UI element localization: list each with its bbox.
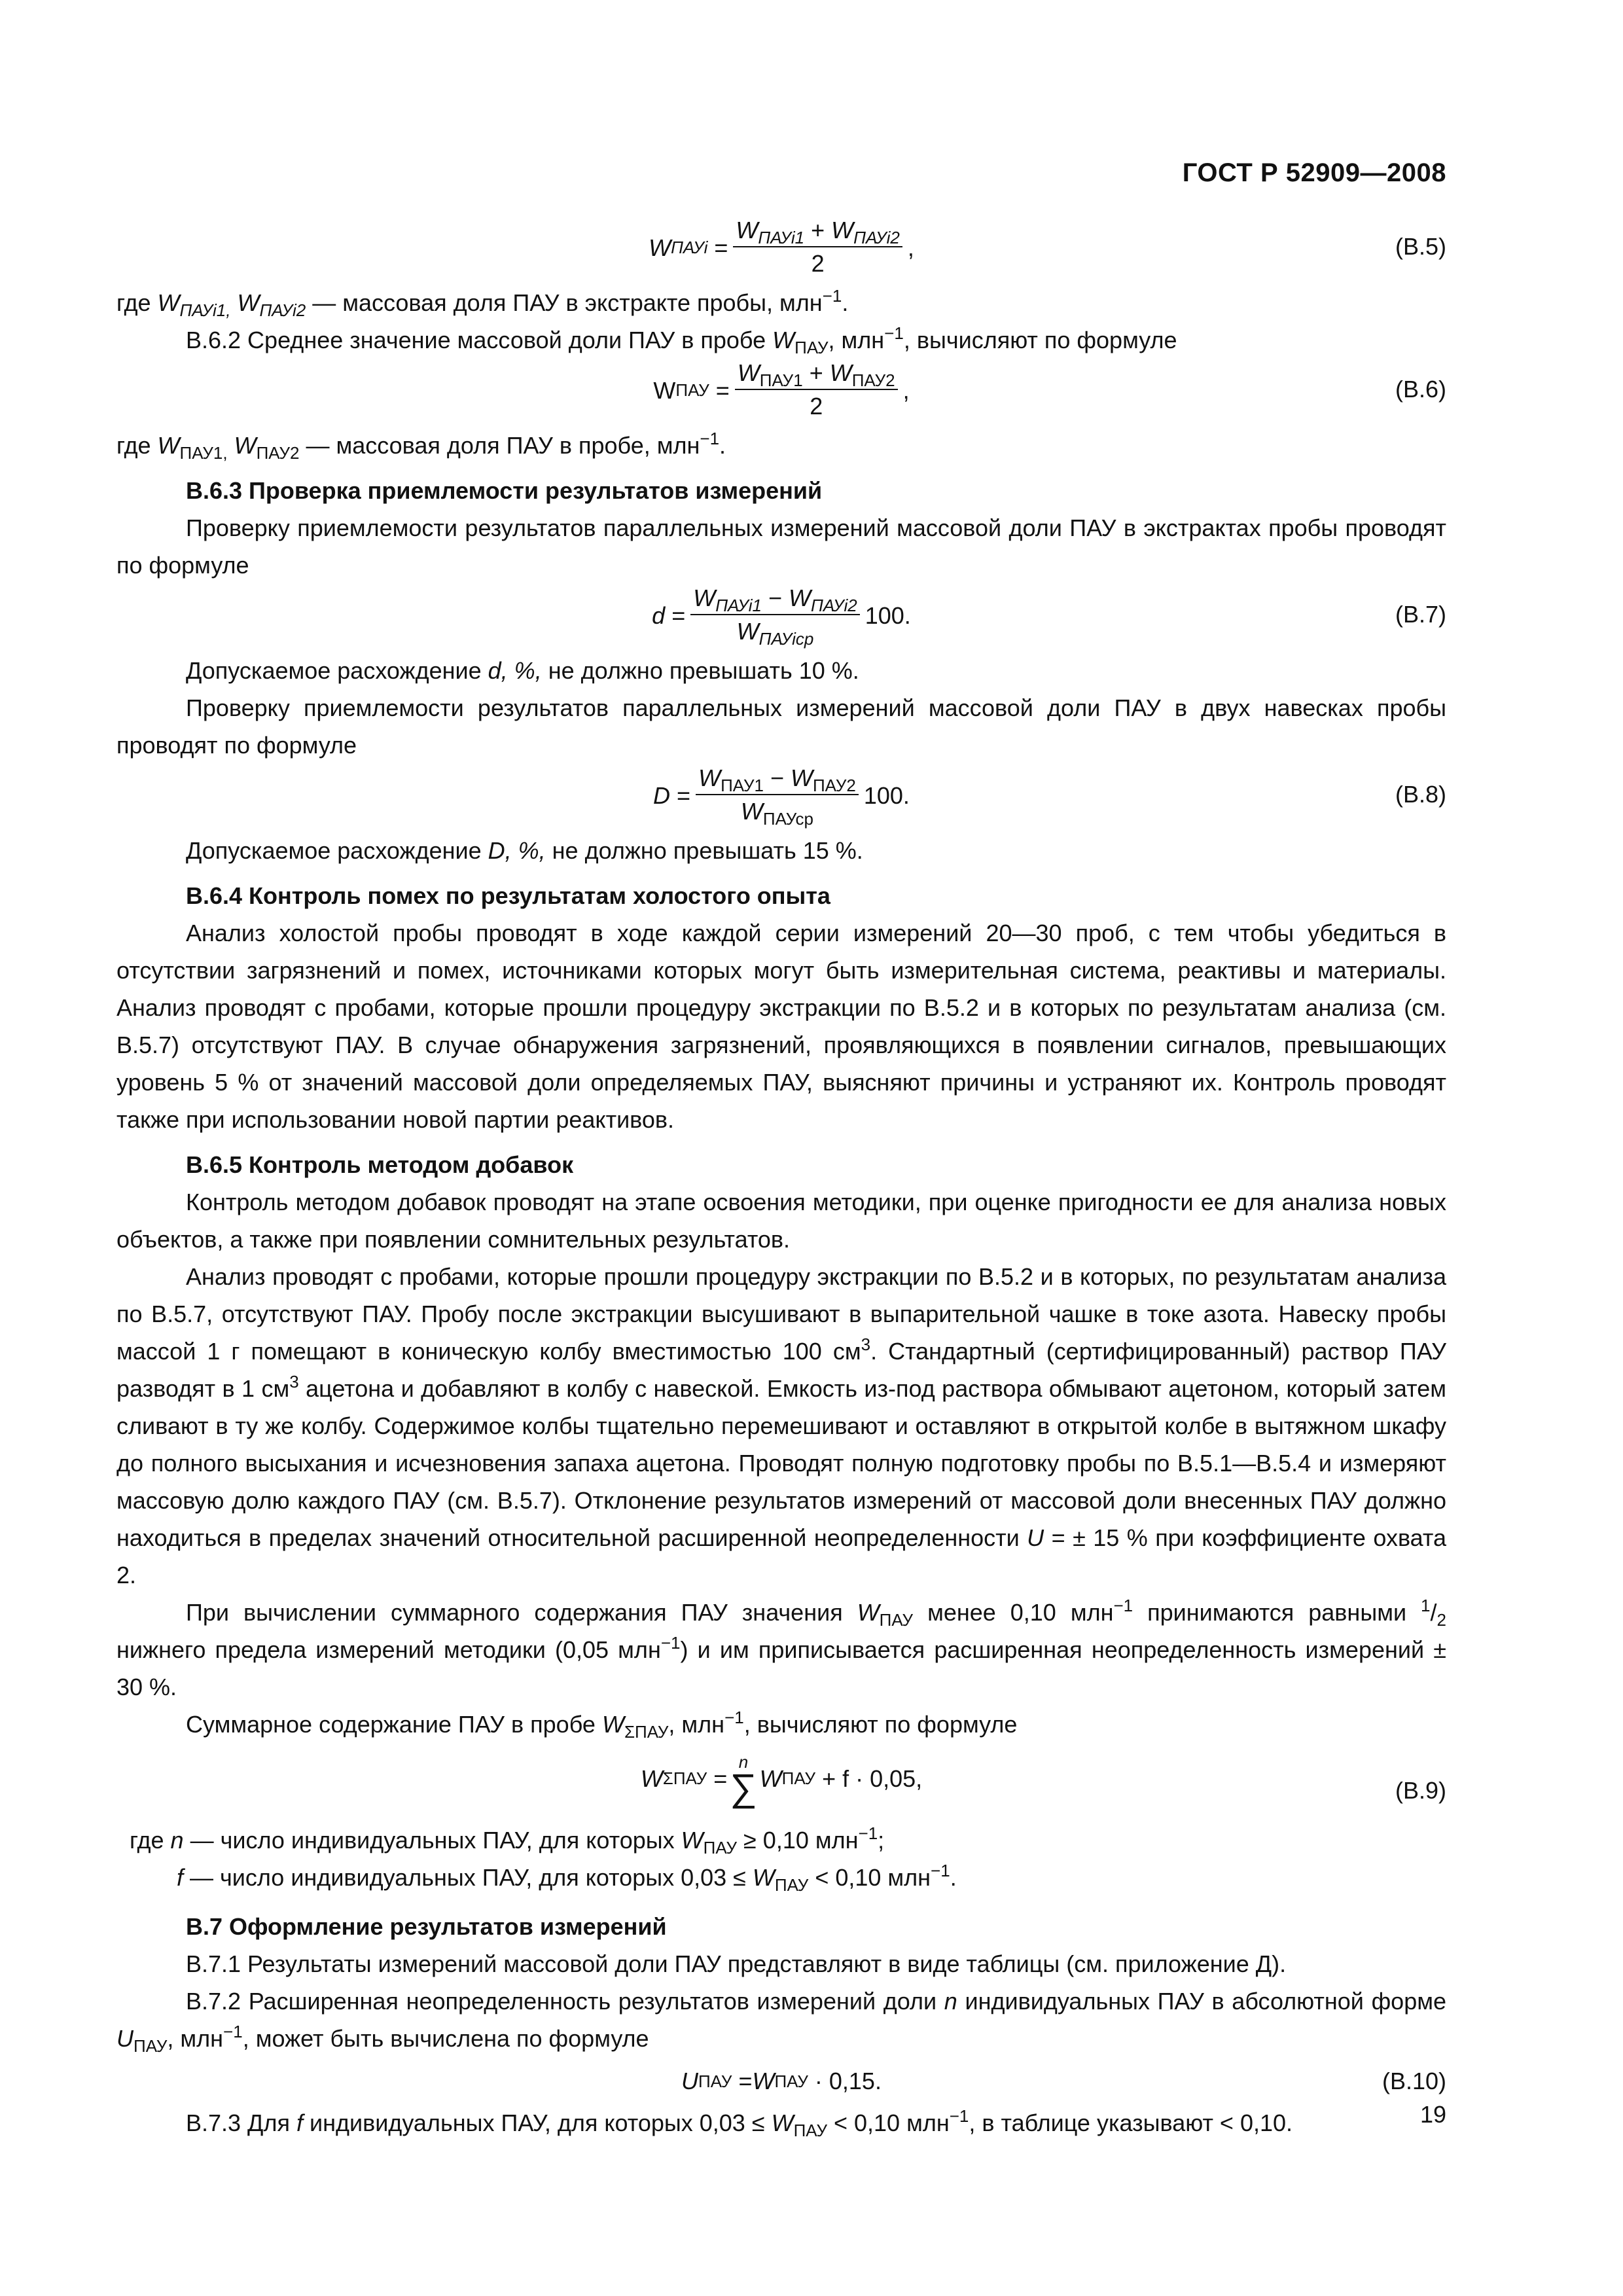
equation-number: (B.9) — [1395, 1777, 1446, 1804]
tolerance-d: Допускаемое расхождение d, %, не должно превышать 10 %. — [186, 657, 859, 684]
paragraph-b73: В.7.3 Для f индивидуальных ПАУ, для которых $0,03 \le W_{ПАУ} < 0,10$ млн$^{-1}$, в таблице указывают < 0,10. — [186, 2106, 1293, 2140]
paragraph-b63: Проверку приемлемости результатов параллельных измерений массовой доли ПАУ в экстрактах пробы проводят по формуле — [116, 514, 1446, 579]
paragraph-b65-1: Контроль методом добавок проводят на этапе освоения методики, при оценке пригодности ее для анализа новых объектов, а также при появлении сомнительных результатов. — [116, 1189, 1446, 1253]
formula-b9: W ΣПАУ = n ∑ W ПАУ + f · 0,05, (B.9) — [640, 1752, 1446, 1809]
paragraph-b65-2: Анализ проводят с пробами, которые прошли процедуру экстракции по В.5.2 и в которых, по результатам анализа по В.5.7, отсутствуют ПАУ. Пробу после экстракции высушивают в выпарительной чашке в токе азота. Навеску пробы массой 1 г помещают в коническую колбу вместимостью 100 $см^3$. Стандартный (сертифицированный) раствор ПАУ разводят в 1 $см^3$ ацетона и добавляют в колбу с навеской. Емкость из-под раствора обмывают ацетоном, который затем сливают в ту же колбу. Содержимое колбы тщательно перемешивают и оставляют в открытой колбе в вытяжном шкафу до полного высыхания и исчезновения запаха ацетона. Проводят полную подготовку пробы по В.5.1—В.5.4 и измеряют массовую долю каждого ПАУ (см. В.5.7). Отклонение результатов измерений от массовой доли внесенных ПАУ должно находиться в пределах значений относительной расширенной неопределенности U = ± 15 % при коэффициенте охвата 2. — [116, 1263, 1447, 1588]
equation-number: (B.7) — [1395, 601, 1446, 628]
sum-sign: n ∑ — [730, 1752, 757, 1809]
equation-number: (B.10) — [1382, 2068, 1446, 2094]
where-b5: где $W_{ПАУi1,}$ $W_{ПАУi2}$ — массовая доля ПАУ в экстракте пробы, млн$^{-1}$. — [116, 286, 849, 320]
formula-var: W — [649, 234, 671, 261]
where-b6: где $W_{ПАУ1,}$ $W_{ПАУ2}$ — массовая доля ПАУ в пробе, млн$^{-1}$. — [116, 429, 726, 463]
heading-b65: В.6.5 Контроль методом добавок — [186, 1151, 574, 1178]
fraction: $\frac{W_{ПАУi1} - W_{ПАУi2}}{W_{ПАУiср}}$ — [690, 584, 860, 647]
where-b9-f: f — число индивидуальных ПАУ, для которых $0,03 \le W_{ПАУ} < 0,10$ млн$^{-1}$. — [177, 1861, 957, 1895]
equation-number: (B.5) — [1395, 233, 1446, 260]
paragraph-b71: В.7.1 Результаты измерений массовой доли ПАУ представляют в виде таблицы (см. приложение Д). — [186, 1950, 1287, 1977]
where-b9-n: где n — число индивидуальных ПАУ, для которых $W_{ПАУ} \ge 0,10$ млн$^{-1}$; — [130, 1823, 885, 1857]
heading-b7: В.7 Оформление результатов измерений — [186, 1913, 667, 1940]
page-number: 19 — [1419, 2101, 1446, 2128]
fraction: $\frac{W_{ПАУ1} + W_{ПАУ2}}{2}$ — [735, 359, 898, 422]
equation-number: (B.6) — [1395, 376, 1446, 403]
formula-b5: W ПАУi = $\frac{W_{ПАУi1} + W_{ПАУi2}}{2}$ , (B.5) — [116, 216, 1446, 284]
paragraph-b72: В.7.2 Расширенная неопределенность результатов измерений доли n индивидуальных ПАУ в абсолютной форме $U_{ПАУ}$, млн$^{-1}$, может быть вычислена по формуле — [116, 1988, 1447, 2056]
heading-b64: В.6.4 Контроль помех по результатам холостого опыта — [186, 882, 830, 909]
formula-b7: d = $\frac{W_{ПАУi1} - W_{ПАУi2}}{W_{ПАУiср}}$ 100. (B.7) — [652, 584, 1446, 649]
paragraph-b62: В.6.2 Среднее значение массовой доли ПАУ в пробе $W_{ПАУ}$, млн$^{-1}$, вычисляют по формуле — [186, 323, 1177, 357]
fraction: $\frac{W_{ПАУi1} + W_{ПАУi2}}{2}$ — [733, 216, 902, 279]
formula-b10: U ПАУ = W ПАУ · 0,15. (B.10) — [116, 2057, 1446, 2104]
paragraph-b65-4: Суммарное содержание ПАУ в пробе $W_{\Sigma ПАУ}$, млн$^{-1}$, вычисляют по формуле — [186, 1708, 1018, 1742]
heading-b63: В.6.3 Проверка приемлемости результатов измерений — [186, 477, 823, 504]
paragraph-b63-2: Проверку приемлемости результатов параллельных измерений массовой доли ПАУ в двух навесках пробы проводят по формуле — [116, 694, 1446, 759]
formula-b8: D = $\frac{W_{ПАУ1} - W_{ПАУ2}}{W_{ПАУср}}$ 100. (B.8) — [653, 764, 1446, 829]
fraction: $\frac{W_{ПАУ1} - W_{ПАУ2}}{W_{ПАУср}}$ — [696, 764, 859, 827]
formula-b6: W ПАУ = $\frac{W_{ПАУ1} + W_{ПАУ2}}{2}$ , (B.6) — [116, 359, 1446, 427]
equation-number: (B.8) — [1395, 781, 1446, 808]
document-body — [116, 216, 1446, 2142]
tolerance-D: Допускаемое расхождение D, %, не должно превышать 15 %. — [186, 837, 863, 864]
paragraph-b64: Анализ холостой пробы проводят в ходе каждой серии измерений 20—30 проб, с тем чтобы убедиться в отсутствии загрязнений и помех, источниками которых могут быть измерительная система, реактивы и материалы. Анализ проводят с пробами, которые прошли процедуру экстракции по В.5.2 и в которых по результатам анализа (см. В.5.7) отсутствуют ПАУ. В случае обнаружения загрязнений, проявляющихся в появлении сигналов, превышающих уровень 5 % от значений массовой доли определяемых ПАУ, выясняют причины и устраняют их. Контроль проводят также при использовании новой партии реактивов. — [116, 920, 1446, 1133]
paragraph-b65-3: При вычислении суммарного содержания ПАУ значения $W_{ПАУ}$ менее 0,10 млн$^{-1}$ принимаются равными $^1/_2$ нижнего предела измерений методики (0,05 млн$^{-1}$) и им приписывается расширенная неопределенность измерений ± 30 %. — [116, 1596, 1446, 1700]
standard-header: ГОСТ Р 52909—2008 — [1182, 158, 1446, 187]
